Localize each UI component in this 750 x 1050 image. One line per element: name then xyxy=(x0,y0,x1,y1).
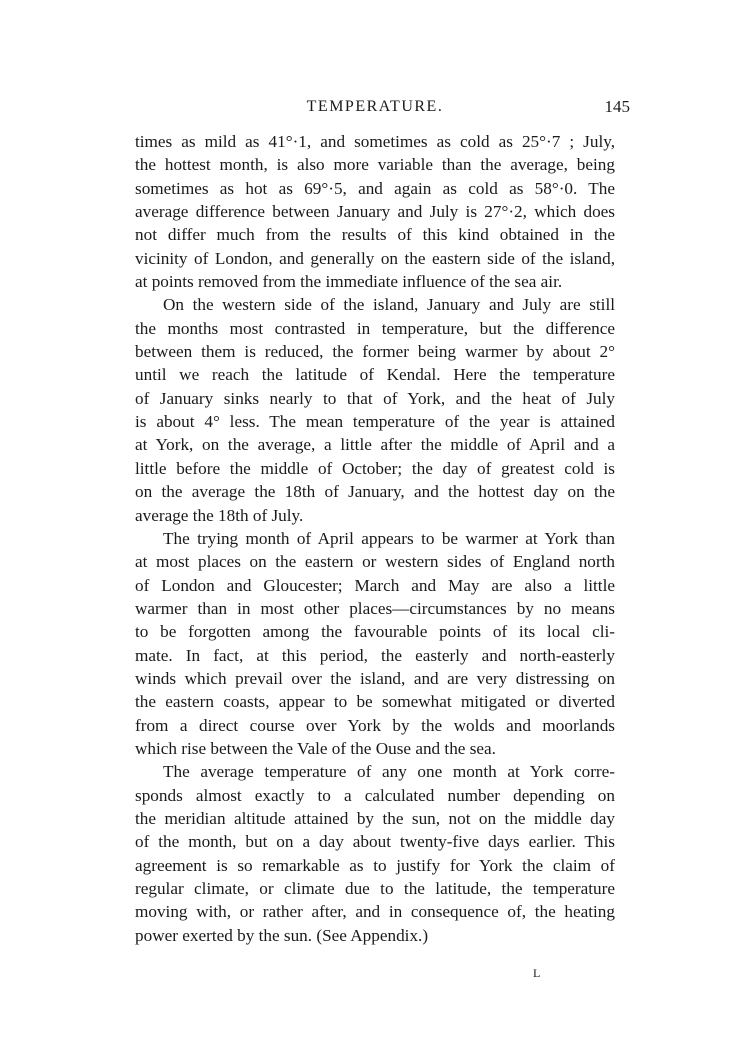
text-line: of London and Gloucester; March and May are also a little xyxy=(135,575,615,595)
text-line: warmer than in most other places—circumstances by no means xyxy=(135,598,615,618)
text-line: mate. In fact, at this period, the easterly and north-easterly xyxy=(135,645,615,665)
text-line: The trying month of April appears to be warmer at York than xyxy=(163,528,615,548)
text-line: vicinity of London, and generally on the eastern side of the island, xyxy=(135,248,615,268)
text-line: between them is reduced, the former being warmer by about 2° xyxy=(135,342,615,362)
text-line: sometimes as hot as 69°·5, and again as cold as 58°·0. The xyxy=(135,178,615,198)
text-line: is about 4° less. The mean temperature of the year is attained xyxy=(135,412,615,432)
paragraph-2 xyxy=(135,293,615,526)
text-line: at York, on the average, a little after the middle of April and a xyxy=(135,435,615,455)
paragraph-4 xyxy=(135,760,615,947)
text-line: until we reach the latitude of Kendal. Here the temperature xyxy=(135,365,615,385)
body-text xyxy=(135,130,615,947)
text-line: moving with, or rather after, and in consequence of, the heating xyxy=(135,902,615,922)
text-line: The average temperature of any one month at York corre- xyxy=(163,762,615,782)
text-line: the hottest month, is also more variable than the average, being xyxy=(135,155,615,175)
text-line: agreement is so remarkable as to justify for York the claim of xyxy=(135,855,615,875)
text-line: not differ much from the results of this kind obtained in the xyxy=(135,225,615,245)
text-line: on the average the 18th of January, and the hottest day on the xyxy=(135,482,615,502)
text-line: On the western side of the island, January and July are still xyxy=(163,295,615,315)
text-line: times as mild as 41°·1, and sometimes as cold as 25°·7 ; July, xyxy=(135,132,615,151)
text-line: the meridian altitude attained by the sun, not on the middle day xyxy=(135,808,615,828)
text-line: the eastern coasts, appear to be somewhat mitigated or diverted xyxy=(135,692,615,712)
text-line: at most places on the eastern or western sides of England north xyxy=(135,552,615,572)
signature-mark: L xyxy=(533,966,542,980)
text-line: power exerted by the sun. (See Appendix.) xyxy=(135,925,429,945)
text-line: little before the middle of October; the day of greatest cold is xyxy=(135,458,615,478)
page-number: 145 xyxy=(604,97,630,116)
running-title: TEMPERATURE. xyxy=(306,98,444,115)
text-line: winds which prevail over the island, and are very distressing on xyxy=(135,668,615,688)
text-line: average the 18th of July. xyxy=(135,505,304,525)
text-line: sponds almost exactly to a calculated number depending on xyxy=(135,785,615,805)
text-line: to be forgotten among the favourable points of its local cli- xyxy=(135,622,615,642)
text-line: of the month, but on a day about twenty-five days earlier. This xyxy=(135,832,615,852)
text-line: at points removed from the immediate influence of the sea air. xyxy=(135,272,563,292)
text-line: from a direct course over York by the wolds and moorlands xyxy=(135,715,615,735)
text-line: which rise between the Vale of the Ouse and the sea. xyxy=(135,738,496,758)
text-line: regular climate, or climate due to the latitude, the temperature xyxy=(135,879,615,898)
paragraph-3 xyxy=(135,527,615,760)
text-line: the months most contrasted in temperature, but the difference xyxy=(135,318,615,338)
paragraph-1 xyxy=(135,130,615,293)
text-line: average difference between January and July is 27°·2, which does xyxy=(135,202,615,222)
text-line: of January sinks nearly to that of York, and the heat of July xyxy=(135,388,615,408)
